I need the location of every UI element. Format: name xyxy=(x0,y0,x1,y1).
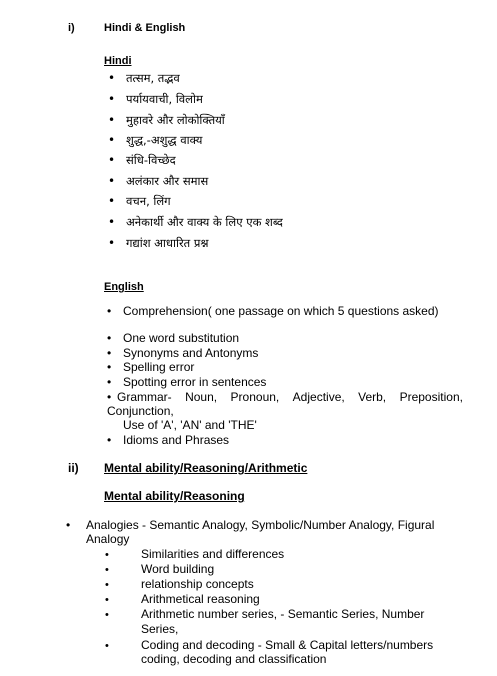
list-item: • Arithmetical reasoning xyxy=(105,592,260,606)
grammar-line-2: Conjunction, xyxy=(107,404,174,418)
list-item-comprehension: • Comprehension( one passage on which 5 questions asked) xyxy=(107,304,439,318)
list-item: • मुहावरे और लोकोक्तियाँ xyxy=(108,113,225,127)
list-item: • संधि-विच्छेद xyxy=(108,153,176,167)
list-item-continuation: Series, xyxy=(141,622,179,636)
list-item-analogies: • Analogies - Semantic Analogy, Symbolic/Number Analogy, Figural xyxy=(66,518,435,532)
list-item-idioms: • Idioms and Phrases xyxy=(107,433,230,447)
list-item: • Coding and decoding - Small & Capital letters/numbers xyxy=(105,638,434,652)
list-item: • Spelling error xyxy=(107,360,195,374)
list-item: • One word substitution xyxy=(107,331,240,345)
section-title-hindi-english: Hindi & English xyxy=(104,22,186,34)
list-item: • Spotting error in sentences xyxy=(107,375,267,389)
hindi-heading: Hindi xyxy=(104,55,132,67)
analogies-line-2: Analogy xyxy=(86,532,130,546)
grammar-line: • Grammar- Noun, Pronoun, Adjective, Verb, Preposition, xyxy=(107,390,463,404)
list-item: • वचन, लिंग xyxy=(108,194,171,208)
list-item: • तत्सम, तद्भव xyxy=(108,71,180,85)
list-item-continuation: coding, decoding and classification xyxy=(141,652,327,666)
section-title-mental-ability: Mental ability/Reasoning/Arithmetic xyxy=(104,461,308,475)
section-number-1: i) xyxy=(68,22,75,34)
mental-ability-subheading: Mental ability/Reasoning xyxy=(104,489,245,503)
list-item: • पर्यायवाची, विलोम xyxy=(108,92,203,106)
list-item: • Word building xyxy=(105,562,215,576)
list-item: • Synonyms and Antonyms xyxy=(107,346,259,360)
english-heading: English xyxy=(104,281,144,293)
list-item: • relationship concepts xyxy=(105,577,254,591)
list-item: • Similarities and differences xyxy=(105,547,285,561)
list-item: • शुद्ध,-अशुद्ध वाक्य xyxy=(108,133,203,147)
list-item: • अलंकार और समास xyxy=(108,174,209,188)
section-number-2: ii) xyxy=(68,461,79,475)
list-item: • गद्यांश आधारित प्रश्न xyxy=(108,236,209,250)
grammar-line-3: Use of 'A', 'AN' and 'THE' xyxy=(123,418,257,432)
list-item: • Arithmetic number series, - Semantic Series, Number xyxy=(105,607,425,621)
list-item: • अनेकार्थी और वाक्य के लिए एक शब्द xyxy=(108,215,283,229)
